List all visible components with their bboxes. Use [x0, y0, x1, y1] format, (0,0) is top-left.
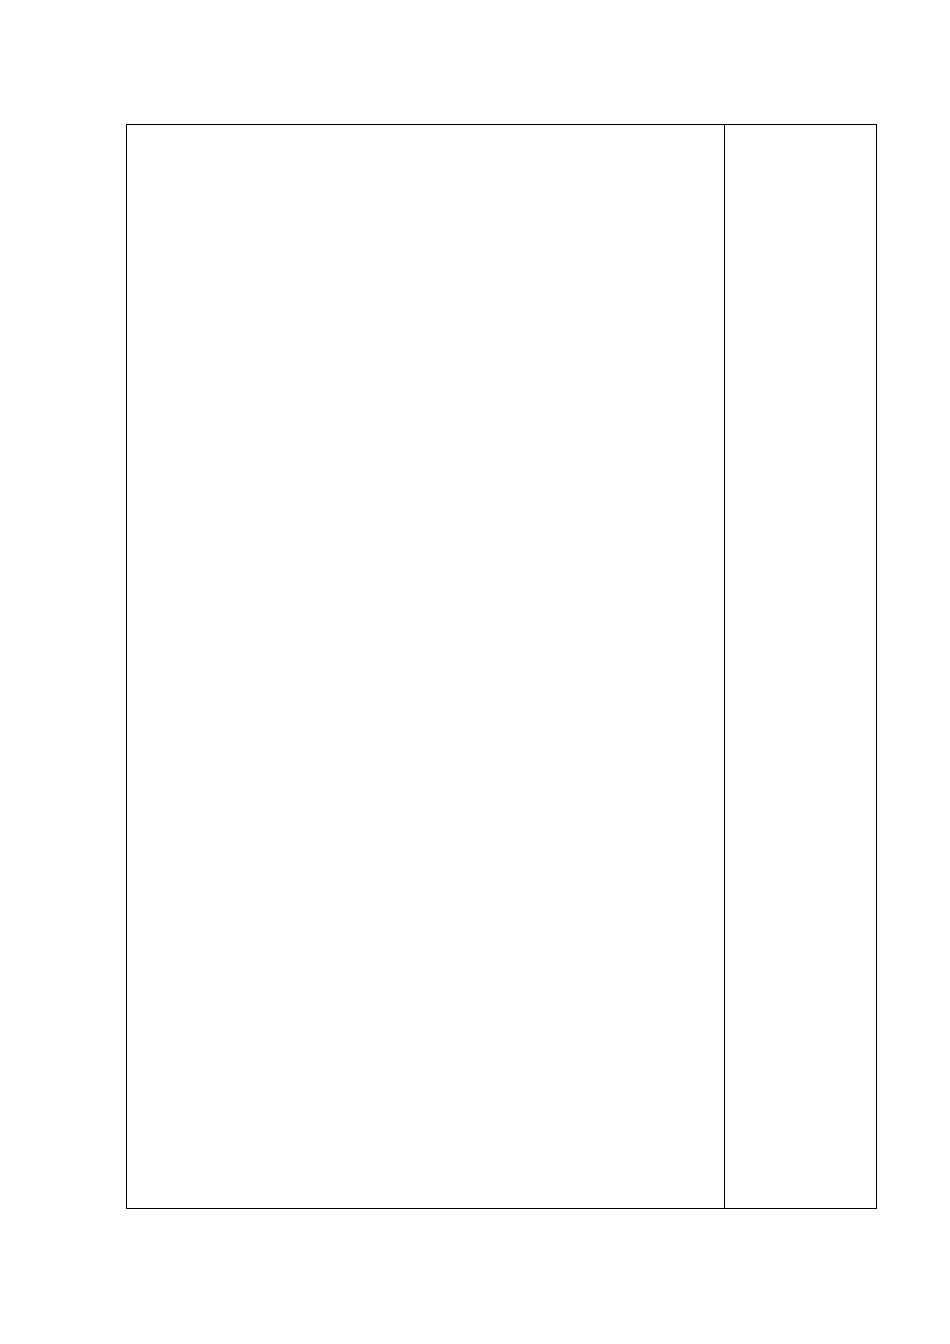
lesson-table — [126, 124, 877, 1209]
content-column — [127, 125, 725, 1208]
notes-column — [725, 125, 877, 1208]
